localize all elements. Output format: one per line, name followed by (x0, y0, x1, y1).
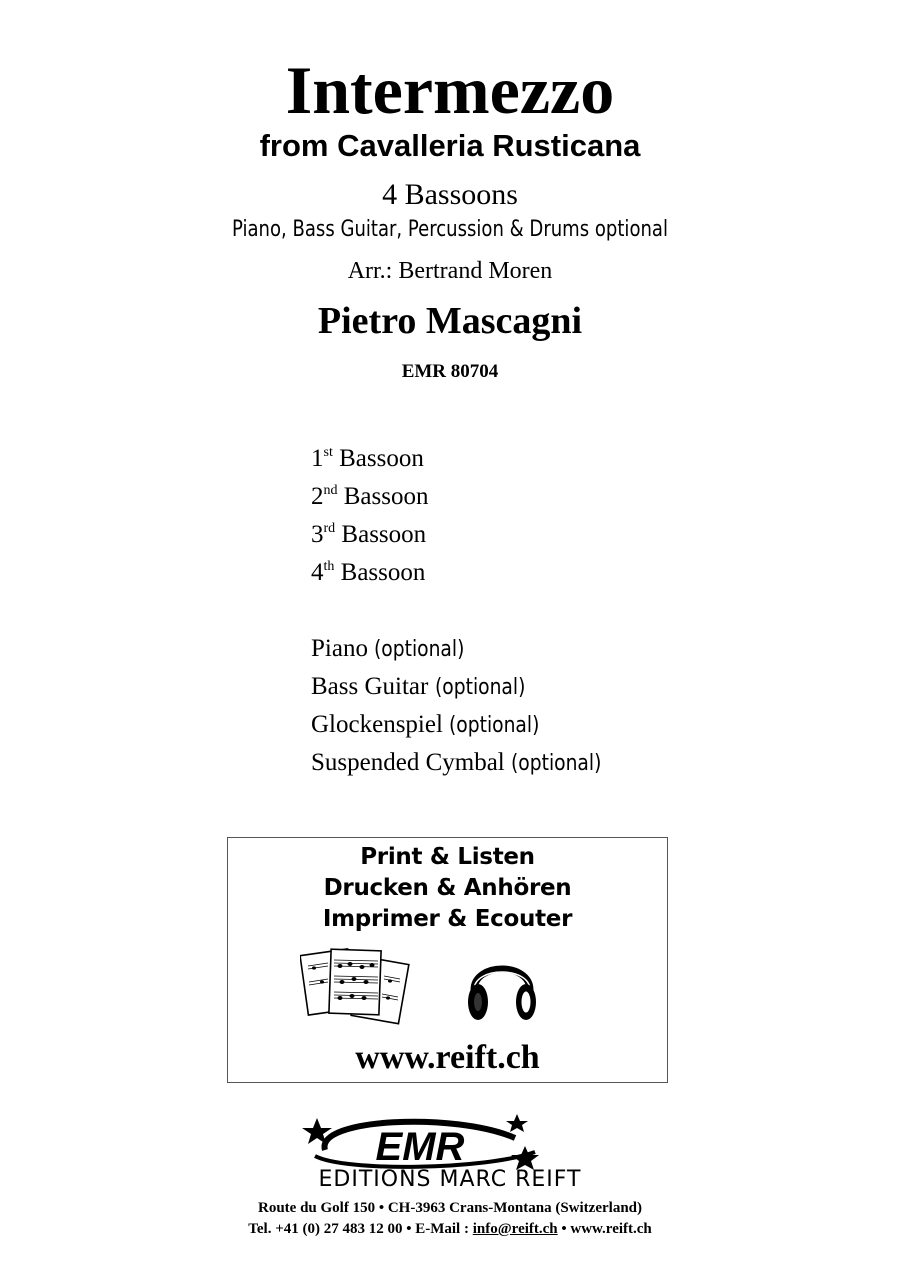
web-text: • www.reift.ch (557, 1221, 652, 1237)
part-ordinal: nd (323, 483, 338, 498)
promo-line-french: Imprimer & Ecouter (322, 906, 573, 932)
logo-emr-text: EMR (375, 1125, 465, 1169)
part-name: Bassoon (339, 445, 424, 472)
arranger: Arr.: Bertrand Moren (347, 258, 553, 284)
publisher-name: EDITIONS MARC REIFT (318, 1167, 582, 1190)
part-number: 4 (311, 559, 324, 586)
part-ordinal: st (323, 445, 333, 460)
publisher-contact (0, 1219, 900, 1239)
optional-note: (optional) (374, 637, 465, 662)
part-ordinal: rd (323, 521, 336, 536)
piece-subtitle: from Cavalleria Rusticana (259, 128, 641, 163)
composer: Pietro Mascagni (317, 300, 583, 342)
promo-line-german: Drucken & Anhören (323, 875, 572, 901)
part-item (311, 440, 428, 478)
parts-list (311, 440, 428, 592)
part-name: Bassoon (343, 483, 429, 510)
ensemble: 4 Bassoons (382, 178, 518, 211)
optional-part-name: Bass Guitar (311, 673, 429, 700)
optional-note: (optional) (449, 713, 540, 738)
catalog-number: EMR 80704 (401, 361, 499, 382)
optional-part-name: Piano (311, 635, 368, 662)
headphones-icon (464, 946, 540, 1026)
part-number: 1 (311, 445, 324, 472)
print-listen-box (227, 837, 668, 1083)
optional-part-name: Suspended Cymbal (311, 749, 505, 776)
email-link[interactable]: info@reift.ch (472, 1221, 558, 1237)
emr-logo (255, 1110, 645, 1190)
phone-text: Tel. +41 (0) 27 483 12 00 • E-Mail : (248, 1221, 473, 1237)
optional-part-item (311, 744, 617, 782)
part-ordinal: th (323, 559, 335, 574)
optional-part-item (311, 630, 617, 668)
part-name: Bassoon (341, 521, 427, 548)
promo-url[interactable]: www.reift.ch (355, 1039, 540, 1076)
promo-line-english: Print & Listen (360, 844, 535, 870)
part-item (311, 478, 428, 516)
part-number: 3 (311, 521, 324, 548)
publisher-address: Route du Golf 150 • CH-3963 Crans-Montana (Switzerland) (258, 1200, 642, 1216)
optional-part-name: Glockenspiel (311, 711, 443, 738)
optional-parts-list (311, 630, 617, 782)
part-item (311, 554, 428, 592)
optional-instruments: Piano, Bass Guitar, Percussion & Drums optional (232, 217, 668, 242)
part-name: Bassoon (340, 559, 426, 586)
optional-part-item (311, 668, 617, 706)
part-item (311, 516, 428, 554)
optional-note: (optional) (511, 751, 602, 776)
sheet-music-icon (300, 946, 412, 1034)
optional-note: (optional) (434, 675, 525, 700)
optional-part-item (311, 706, 617, 744)
piece-title: Intermezzo (285, 52, 615, 128)
part-number: 2 (311, 483, 324, 510)
